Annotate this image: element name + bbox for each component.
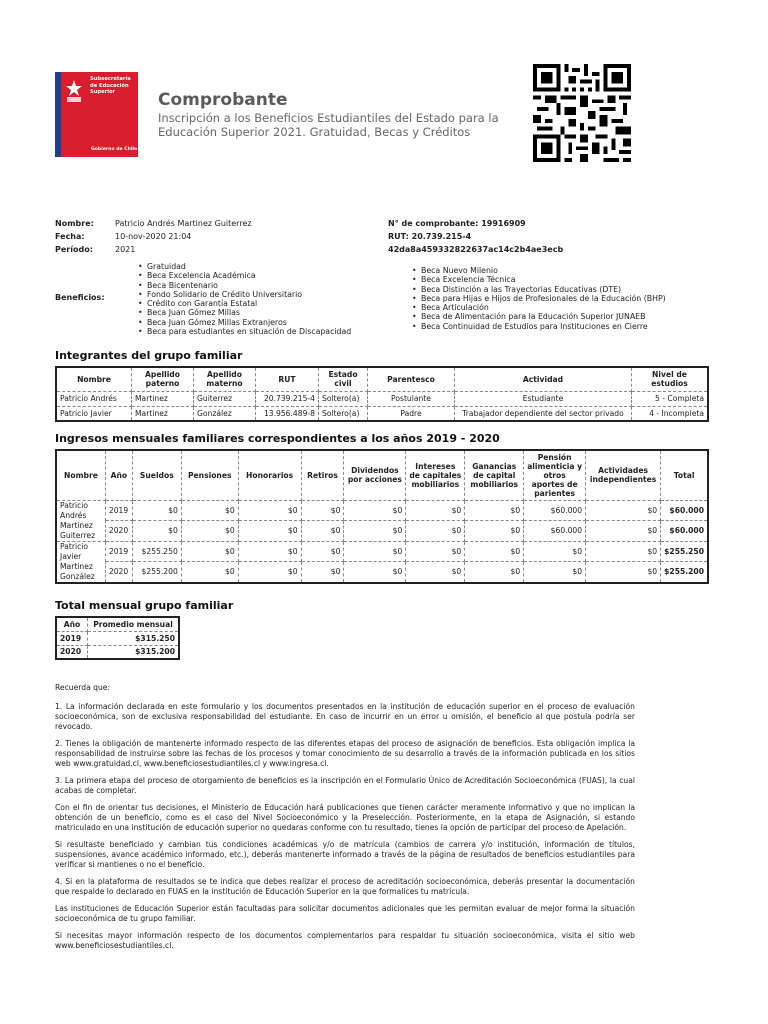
column-header: Nombre [56,450,105,500]
table-cell: $0 [465,500,524,521]
grupo-familiar-heading: Integrantes del grupo familiar [55,349,243,362]
note-paragraph: Las instituciones de Educación Superior están facultadas para solicitar documentos adicionales que les permitan evaluar de mejor forma la situación socioeconómica de tu grupo familiar. [55,904,635,923]
column-header: Año [105,450,132,500]
column-header: Honorarios [238,450,301,500]
table-row [56,500,708,521]
beneficio-item: • Beca Bicentenario [137,281,351,290]
column-header: Intereses de capitales mobiliarios [406,450,465,500]
table-row [56,521,708,542]
table-row [56,645,179,659]
column-header: Nombre [56,367,132,391]
table-cell: $0 [181,541,238,562]
table-cell: $0 [238,521,301,542]
table-cell: $0 [465,521,524,542]
total-cell: $60.000 [661,521,708,542]
column-header: Parentesco [368,367,455,391]
table-cell: Guiterrez [194,391,256,406]
total-cell: $60.000 [661,500,708,521]
column-header: RUT [256,367,319,391]
table-cell: $0 [344,500,406,521]
table-cell: $0 [406,521,465,542]
column-header: Actividad [455,367,632,391]
gobierno-logo [55,72,138,157]
table-cell: $0 [344,521,406,542]
note-paragraph: 3. La primera etapa del proceso de otorgamiento de beneficios es la inscripción en el Formulario Único de Acreditación Socioeconómica (FUAS), la cual acabas de completar. [55,776,635,795]
beneficio-item: • Beca Continuidad de Estudios para Instituciones en Cierre [411,322,666,331]
person-name-cell: Patricio Andrés Martinez Guiterrez [56,500,105,541]
table-cell: $255.200 [132,562,181,583]
table-cell: $0 [586,562,661,583]
beneficios-label: Beneficios: [55,293,105,302]
table-cell: 2019 [105,541,132,562]
notes-intro: Recuerda que: [55,683,111,692]
beneficio-item: • Beca para estudiantes en situación de Discapacidad [137,327,351,336]
beneficio-item: • Beca Juan Gómez Millas [137,308,351,317]
total-table [55,616,180,660]
table-cell: $0 [181,521,238,542]
column-header: Retiros [301,450,344,500]
beneficio-item: • Gratuidad [137,262,351,271]
table-cell: 2020 [105,562,132,583]
table-cell: Trabajador dependiente del sector privado [455,406,632,421]
column-header: Dividendos por acciones [344,450,406,500]
beneficios-list-right [411,266,666,331]
table-cell: $0 [586,541,661,562]
table-cell: $0 [586,500,661,521]
periodo-value: 2021 [115,245,136,254]
column-header: Nivel de estudios [632,367,709,391]
comprobante-number: N° de comprobante: 19916909 [388,219,526,228]
column-header: Estado civil [319,367,368,391]
table-row [56,562,708,583]
table-cell: 2019 [105,500,132,521]
logo-line-1: Subsecretaría [90,76,131,82]
column-header: Sueldos [132,450,181,500]
logo-line-3: Superior [90,89,116,95]
logo-line-2: de Educación [90,82,129,89]
table-cell: $0 [238,500,301,521]
note-paragraph: Si resultaste beneficiado y cambian tus condiciones académicas y/o de matrícula (cambios de carrera y/o institución, información de títulos, suspensiones, avance académico informado, etc.), deberás mantenerte informado a través de la página de resultados de beneficios estudiantiles para verificar si mantienes o no el beneficio. [55,840,635,869]
table-cell: $0 [238,562,301,583]
beneficio-item: • Beca Juan Gómez Millas Extranjeros [137,318,351,327]
table-cell: 20.739.215-4 [256,391,319,406]
table-header-row [56,617,179,631]
table-cell: 2020 [105,521,132,542]
table-cell: Postulante [368,391,455,406]
column-header: Ganancias de capital mobiliarios [465,450,524,500]
qr-code-icon [533,63,631,163]
table-row [56,541,708,562]
table-cell: $60.000 [524,521,586,542]
grupo-familiar-table [55,366,709,422]
table-cell: Soltero(a) [319,391,368,406]
table-cell: $0 [406,500,465,521]
nombre-value: Patricio Andrés Martinez Guiterrez [115,219,252,228]
beneficio-item: • Beca Distinción a las Trayectorias Educativas (DTE) [411,285,666,294]
column-header: Apellido paterno [132,367,194,391]
note-paragraph: Si necesitas mayor información respecto de los documentos complementarios para respaldar tu situación socioeconómica, visita el sitio web www.beneficiosestudiantiles.cl. [55,931,635,950]
logo-blue-stripe [55,72,61,157]
page-subtitle: Inscripción a los Beneficios Estudiantiles del Estado para la Educación Superior 2021. Gratuidad, Becas y Créditos [158,111,499,139]
ingresos-heading: Ingresos mensuales familiares correspondientes a los años 2019 - 2020 [55,432,500,445]
table-cell: $255.250 [132,541,181,562]
table-cell: Martinez [132,406,194,421]
rut-value: RUT: 20.739.215-4 [388,232,472,241]
fecha-label: Fecha: [55,232,85,241]
table-cell: 13.956.489-8 [256,406,319,421]
person-name-cell: Patricio Javier Martinez González [56,541,105,583]
table-cell: $0 [238,541,301,562]
beneficios-list-left [137,262,351,336]
page-title: Comprobante [158,90,288,110]
table-cell: $0 [344,562,406,583]
table-cell: $315.200 [88,645,180,659]
table-cell: $315.250 [88,631,180,645]
column-header: Actividades independientes [586,450,661,500]
note-paragraph: 1. La información declarada en este formulario y los documentos presentados en la institución de educación superior en el proceso de evaluación socioeconómica, son de exclusiva responsabilidad del estudiante. En caso de incurrir en un error u omisión, el beneficio al que postula podría ser revocado. [55,702,635,731]
total-cell: $255.250 [661,541,708,562]
beneficio-item: • Beca Nuevo Milenio [411,266,666,275]
beneficio-item: • Beca de Alimentación para la Educación Superior JUNAEB [411,312,666,321]
table-header-row [56,450,708,500]
table-cell: 5 - Completa [632,391,709,406]
periodo-label: Período: [55,245,93,254]
nombre-label: Nombre: [55,219,94,228]
table-cell: Martinez [132,391,194,406]
table-cell: $0 [344,541,406,562]
beneficio-item: • Beca Excelencia Académica [137,271,351,280]
table-cell: $0 [132,521,181,542]
beneficio-item: • Beca para Hijas e Hijos de Profesionales de la Educación (BHP) [411,294,666,303]
logo-bottom-text: Gobierno de Chile [91,147,138,152]
note-paragraph: 2. Tienes la obligación de mantenerte informado respecto de las diferentes etapas del proceso de asignación de beneficios. Esta obligación implica la responsabilidad de instruirse sobre las fechas de los procesos y tomar conocimiento de su desarrollo a través de la información publicada en los sitios web www.gratuidad.cl, www.beneficiosestudiantiles.cl y www.ingresa.cl. [55,739,635,768]
table-cell: $0 [132,500,181,521]
table-row [56,631,179,645]
table-cell: 2020 [56,645,88,659]
table-cell: Patricio Andrés [56,391,132,406]
column-header: Pensión alimenticia y otros aportes de parientes [524,450,586,500]
table-cell: $0 [406,541,465,562]
table-cell: Patricio Javier [56,406,132,421]
column-header: Promedio mensual [88,617,180,631]
table-cell: $0 [301,500,344,521]
column-header: Pensiones [181,450,238,500]
table-cell: Soltero(a) [319,406,368,421]
beneficio-item: • Fondo Solidario de Crédito Universitario [137,290,351,299]
ingresos-table [55,449,709,584]
note-paragraph: Con el fin de orientar tus decisiones, el Ministerio de Educación hará publicaciones que tienen carácter meramente informativo y que no implican la obtención de un beneficio, como es el caso del Nivel Socioeconómico y la Preselección. Posteriormente, en la etapa de Asignación, si estando matriculado en una institución de educación superior no quedaras conforme con tu resultado, tienes la opción de participar del proceso de Apelación. [55,803,635,832]
fecha-value: 10-nov-2020 21:04 [115,232,192,241]
table-cell: $0 [586,521,661,542]
table-cell: $0 [465,562,524,583]
beneficio-item: • Beca Articulación [411,303,666,312]
table-cell: 2019 [56,631,88,645]
logo-text [90,76,131,96]
column-header: Apellido materno [194,367,256,391]
table-cell: Estudiante [455,391,632,406]
chile-crest-icon [63,78,85,104]
table-row [56,391,708,406]
table-row [56,406,708,421]
total-cell: $255.200 [661,562,708,583]
receipt-info [388,217,563,256]
note-paragraph: 4. Si en la plataforma de resultados se te indica que debes realizar el proceso de acreditación socioeconómica, deberás presentar la documentación que respalde lo declarado en FUAS en la institución de Educación Superior en la que formalices tu matrícula. [55,877,635,896]
table-cell: $0 [301,521,344,542]
table-cell: $60.000 [524,500,586,521]
table-cell: 4 - Incompleta [632,406,709,421]
table-cell: $0 [181,562,238,583]
table-cell: $0 [406,562,465,583]
table-cell: Padre [368,406,455,421]
table-cell: $0 [181,500,238,521]
verification-hash: 42da8a459332822637ac14c2b4ae3ecb [388,245,564,254]
column-header: Total [661,450,708,500]
table-header-row [56,367,708,391]
column-header: Año [56,617,88,631]
table-cell: González [194,406,256,421]
table-cell: $0 [301,562,344,583]
table-cell: $0 [524,562,586,583]
table-cell: $0 [465,541,524,562]
table-cell: $0 [524,541,586,562]
table-cell: $0 [301,541,344,562]
total-heading: Total mensual grupo familiar [55,599,234,612]
notes-section [55,683,635,958]
beneficio-item: • Beca Excelencia Técnica [411,275,666,284]
beneficio-item: • Crédito con Garantía Estatal [137,299,351,308]
